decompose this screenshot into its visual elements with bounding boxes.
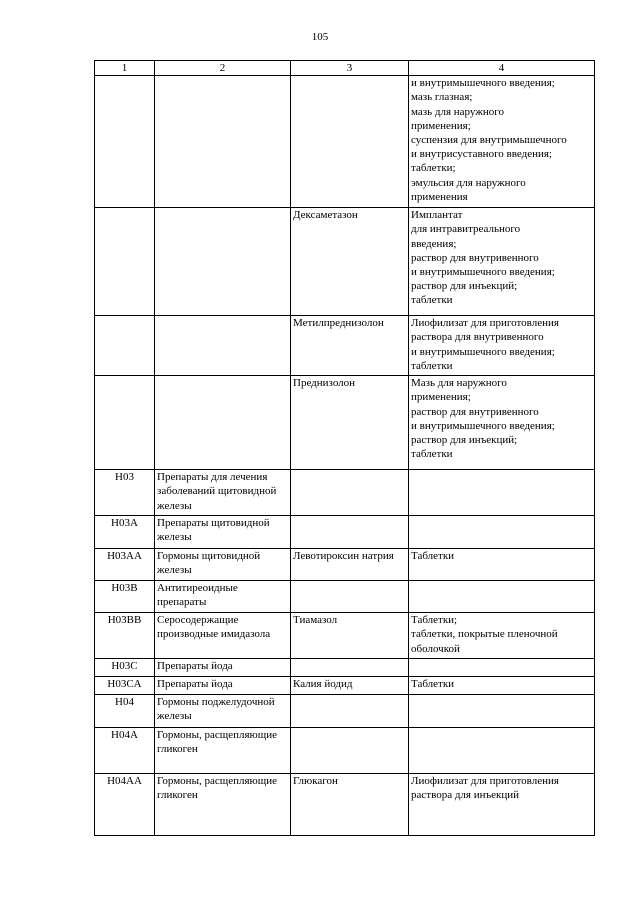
table-body [95, 76, 595, 836]
table-row [95, 728, 595, 774]
dosage-form-cell [409, 695, 595, 728]
dosage-form-line: Имплантат [411, 209, 463, 222]
table-row [95, 581, 595, 613]
dosage-form-cell [409, 470, 595, 516]
group-name-cell: Гормоны, расщепляющие гликоген [155, 728, 291, 774]
drug-name-cell: Тиамазол [291, 613, 409, 659]
table-row [95, 76, 595, 208]
table-row [95, 659, 595, 677]
dosage-form-cell [409, 677, 595, 695]
dosage-form-line: таблетки; [411, 162, 456, 175]
group-name-cell: Препараты для лечения заболеваний щитовидной железы [155, 470, 291, 516]
dosage-form-line: оболочкой [411, 642, 460, 655]
page-number: 105 [311, 31, 329, 43]
dosage-form-line: раствор для внутривенного [411, 405, 539, 418]
dosage-form-line: раствора для внутривенного [411, 331, 544, 344]
dosage-form-line: таблетки [411, 359, 453, 372]
table-header-row [95, 61, 595, 76]
atc-code-cell [95, 76, 155, 208]
dosage-form-line: раствора для инъекций [411, 789, 520, 802]
group-name-cell [155, 76, 291, 208]
drug-table [94, 60, 595, 836]
atc-code-cell: H03A [95, 516, 155, 549]
group-name-cell: Препараты щитовидной железы [155, 516, 291, 549]
dosage-form-cell [409, 613, 595, 659]
dosage-form-line: Лиофилизат для приготовления [411, 775, 559, 788]
atc-code-cell [95, 208, 155, 316]
table-row [95, 774, 595, 836]
dosage-form-line: для интравитреального [411, 223, 521, 236]
dosage-form-line: таблетки [411, 294, 453, 307]
group-name-cell [155, 208, 291, 316]
drug-name-cell: Калия йодид [291, 677, 409, 695]
drug-name-cell [291, 695, 409, 728]
atc-code-cell [95, 316, 155, 376]
drug-name-cell [291, 470, 409, 516]
dosage-form-line: таблетки [411, 448, 453, 461]
drug-name-cell: Глюкагон [291, 774, 409, 836]
dosage-form-line: Таблетки [411, 678, 455, 691]
dosage-form-cell [409, 76, 595, 208]
group-name-cell: Серосодержащие производные имидазола [155, 613, 291, 659]
dosage-form-line: суспензия для внутримышечного [411, 134, 567, 147]
group-name-cell: Препараты йода [155, 677, 291, 695]
dosage-form-cell [409, 728, 595, 774]
dosage-form-line: раствор для инъекций; [411, 434, 518, 447]
drug-name-cell [291, 76, 409, 208]
dosage-form-cell [409, 516, 595, 549]
atc-code-cell: H04AA [95, 774, 155, 836]
dosage-form-cell [409, 208, 595, 316]
atc-code-cell: H03 [95, 470, 155, 516]
dosage-form-cell [409, 659, 595, 677]
dosage-form-cell [409, 316, 595, 376]
dosage-form-line: и внутримышечного введения; [411, 419, 555, 432]
table-row [95, 516, 595, 549]
dosage-form-line: Мазь для наружного [411, 377, 507, 390]
header-col-4: 4 [409, 61, 595, 76]
group-name-cell [155, 376, 291, 470]
drug-name-cell: Преднизолон [291, 376, 409, 470]
drug-name-cell [291, 516, 409, 549]
atc-code-cell: H03CA [95, 677, 155, 695]
dosage-form-line: и внутримышечного введения; [411, 266, 555, 279]
table-row [95, 677, 595, 695]
table-row [95, 376, 595, 470]
table-row [95, 208, 595, 316]
atc-code-cell: H04A [95, 728, 155, 774]
dosage-form-line: Таблетки [411, 550, 455, 563]
atc-code-cell [95, 376, 155, 470]
atc-code-cell: H03C [95, 659, 155, 677]
group-name-cell: Антитиреоидные препараты [155, 581, 291, 613]
table-row [95, 470, 595, 516]
drug-name-cell: Метилпреднизолон [291, 316, 409, 376]
dosage-form-line: и внутрисуставного введения; [411, 148, 552, 161]
dosage-form-line: мазь глазная; [411, 91, 473, 104]
dosage-form-cell [409, 774, 595, 836]
table-row [95, 316, 595, 376]
dosage-form-line: мазь для наружного [411, 105, 504, 118]
drug-name-cell: Дексаметазон [291, 208, 409, 316]
header-col-2: 2 [155, 61, 291, 76]
table-row [95, 549, 595, 581]
dosage-form-line: применения; [411, 119, 471, 132]
dosage-form-line: применения; [411, 391, 471, 404]
drug-name-cell [291, 728, 409, 774]
drug-name-cell [291, 659, 409, 677]
header-col-1: 1 [95, 61, 155, 76]
drug-name-cell: Левотироксин натрия [291, 549, 409, 581]
dosage-form-cell [409, 549, 595, 581]
dosage-form-line: применения [411, 190, 468, 203]
dosage-form-line: раствор для инъекций; [411, 280, 518, 293]
dosage-form-cell [409, 581, 595, 613]
drug-name-cell [291, 581, 409, 613]
table-row [95, 613, 595, 659]
group-name-cell [155, 316, 291, 376]
dosage-form-line: введения; [411, 237, 457, 250]
group-name-cell: Гормоны щитовидной железы [155, 549, 291, 581]
dosage-form-cell [409, 376, 595, 470]
dosage-form-line: Таблетки; [411, 614, 458, 627]
group-name-cell: Препараты йода [155, 659, 291, 677]
dosage-form-line: Лиофилизат для приготовления [411, 317, 559, 330]
dosage-form-line: и внутримышечного введения; [411, 77, 555, 90]
group-name-cell: Гормоны поджелудочной железы [155, 695, 291, 728]
atc-code-cell: H03BB [95, 613, 155, 659]
dosage-form-line: эмульсия для наружного [411, 176, 526, 189]
table-row [95, 695, 595, 728]
atc-code-cell: H03B [95, 581, 155, 613]
dosage-form-line: таблетки, покрытые пленочной [411, 628, 558, 641]
atc-code-cell: H03AA [95, 549, 155, 581]
dosage-form-line: раствор для внутривенного [411, 251, 539, 264]
dosage-form-line: и внутримышечного введения; [411, 345, 555, 358]
header-col-3: 3 [291, 61, 409, 76]
group-name-cell: Гормоны, расщепляющие гликоген [155, 774, 291, 836]
atc-code-cell: H04 [95, 695, 155, 728]
